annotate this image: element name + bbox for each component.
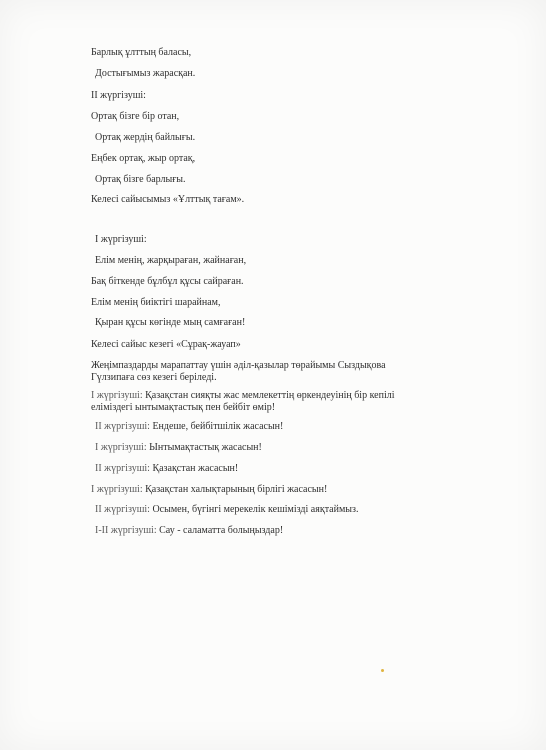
dialogue-line [91, 484, 327, 496]
text-line: Келесі сайысымыз «Ұлттық тағам». [91, 194, 245, 205]
speaker-label: І жүргізуші: [95, 234, 147, 245]
dialogue-line [95, 442, 262, 454]
text-line: Ортақ бізге барлығы. [95, 174, 186, 185]
text-line: Барлық ұлттың баласы, [91, 47, 192, 58]
text-line: Бақ біткенде бұлбұл құсы сайраған. [91, 276, 244, 287]
speaker-label: ІІ жүргізуші: [91, 90, 146, 101]
speaker-label: ІІ жүргізуші: [95, 463, 150, 474]
text-line: Еңбек ортақ, жыр ортақ, [91, 153, 196, 164]
dialogue-line [95, 421, 283, 433]
dialogue-text: Қазақстан жасасын! [152, 463, 239, 474]
text-line: Елім менің биіктігі шарайнам, [91, 297, 221, 308]
dialogue-text: Ендеше, бейбітшілік жасасын! [152, 421, 284, 432]
speaker-label: І жүргізуші: [91, 390, 143, 401]
dialogue-text: Қазақстан сияқты жас мемлекеттің өркендеуінің бір кепілі еліміздегі ынтымақтастық пен бейбіт өмір! [91, 390, 395, 413]
dialogue-text: Ынтымақтастық жасасын! [149, 442, 262, 453]
speaker-label: І-ІІ жүргізуші: [95, 525, 157, 536]
text-line: Достығымыз жарасқан. [95, 68, 196, 79]
dialogue-line [95, 525, 283, 537]
speaker-label: ІІ жүргізуші: [95, 504, 150, 515]
dialogue-text: Сау - саламатта болыңыздар! [159, 525, 284, 536]
text-line: Елім менің, жарқыраған, жайнаған, [95, 255, 247, 266]
speaker-label: І жүргізуші: [95, 442, 147, 453]
speaker-label: І жүргізуші: [91, 484, 143, 495]
dialogue-line [95, 463, 238, 475]
scan-speck [381, 669, 384, 672]
text-line: Келесі сайыс кезегі «Сұрақ-жауап» [91, 339, 241, 350]
dialogue-line [95, 504, 358, 516]
text-line: Ортақ бізге бір отан, [91, 111, 180, 122]
text-line: Қыран құсы көгінде мың самғаған! [95, 317, 246, 328]
speaker-label: ІІ жүргізуші: [95, 421, 150, 432]
text-line: Жеңімпаздарды марапаттау үшін әділ-қазылар төрайымы Сыздықова Гүлзипаға сөз кезегі беріледі. [91, 360, 386, 383]
dialogue-line [91, 390, 426, 414]
dialogue-text: Қазақстан халықтарының бірлігі жасасын! [145, 484, 328, 495]
text-line: Ортақ жердің байлығы. [95, 132, 196, 143]
dialogue-text: Осымен, бүгінгі мерекелік кешімізді аяқтаймыз. [152, 504, 359, 515]
